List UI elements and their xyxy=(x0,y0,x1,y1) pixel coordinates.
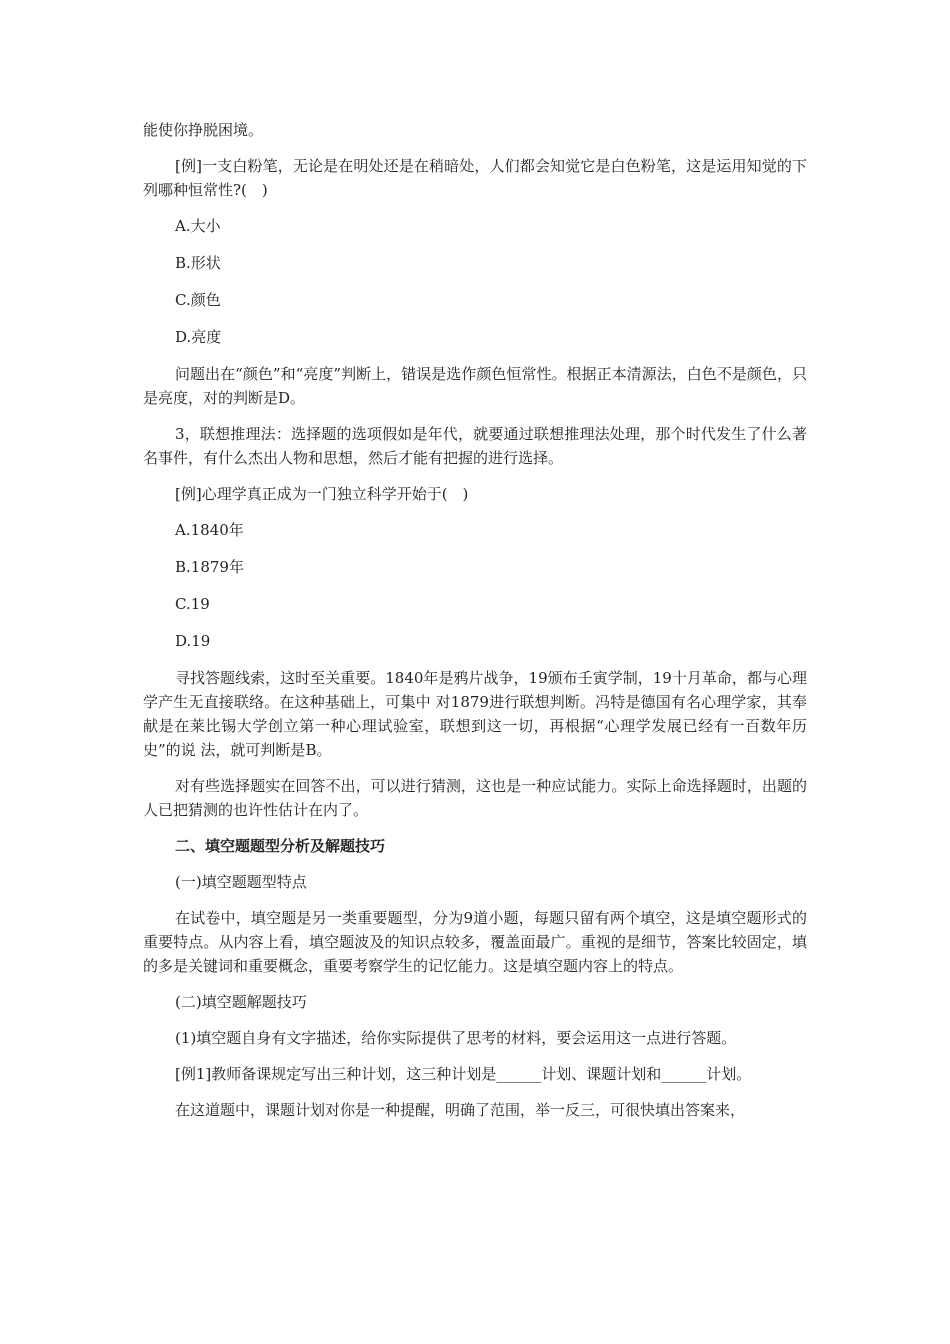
option-a: A.1840年 xyxy=(175,521,244,539)
example-question-1: [例]一支白粉笔，无论是在明处还是在稍暗处，人们都会知觉它是白色粉笔，这是运用知觉的下列哪种恒常性?( ) xyxy=(143,157,807,199)
subsection-heading-1: (一)填空题题型特点 xyxy=(175,873,307,891)
explanation-2: 寻找答题线索，这时至关重要。1840年是鸦片战争，19颁布壬寅学制，19十月革命，都与心理学产生无直接联络。在这种基础上，可集中 对1879进行联想判断。冯特是德国有名心理学家，其奉献是在莱比锡大学创立第一种心理试验室，联想到这一切，再根据“心理学发展已经有一百数年历史”的说 法，就可判断是B。 xyxy=(143,669,807,759)
option-c: C.19 xyxy=(175,595,210,613)
section-heading: 二、填空题题型分析及解题技巧 xyxy=(175,837,386,855)
guessing-paragraph: 对有些选择题实在回答不出，可以进行猜测，这也是一种应试能力。实际上命选择题时，出题的人已把猜测的也许性估计在内了。 xyxy=(143,777,807,819)
option-c: C.颜色 xyxy=(175,291,221,309)
technique-1-paragraph: (1)填空题自身有文字描述，给你实际提供了思考的材料，要会运用这一点进行答题。 xyxy=(175,1029,737,1047)
option-b: B.形状 xyxy=(175,254,221,272)
fill-blank-features-paragraph: 在试卷中，填空题是另一类重要题型，分为9道小题，每题只留有两个填空，这是填空题形式的重要特点。从内容上看，填空题波及的知识点较多，覆盖面最广。重视的是细节，答案比较固定，填的多是关键词和重要概念，重要考察学生的记忆能力。这是填空题内容上的特点。 xyxy=(143,909,807,975)
paragraph-continuation: 能使你挣脱困境。 xyxy=(143,121,264,139)
method-3-paragraph: 3，联想推理法：选择题的选项假如是年代，就要通过联想推理法处理，那个时代发生了什么著名事件，有什么杰出人物和思想，然后才能有把握的进行选择。 xyxy=(143,425,807,467)
example-question-2: [例]心理学真正成为一门独立科学开始于( ) xyxy=(175,485,469,503)
subsection-heading-2: (二)填空题解题技巧 xyxy=(175,993,307,1011)
option-d: D.19 xyxy=(175,632,211,650)
option-a: A.大小 xyxy=(175,217,221,235)
explanation-1: 问题出在“颜色”和“亮度”判断上，错误是选作颜色恒常性。根据正本清源法，白色不是颜色，只是亮度，对的判断是D。 xyxy=(143,365,807,407)
document-body xyxy=(143,118,807,1134)
option-d: D.亮度 xyxy=(175,328,222,346)
option-b: B.1879年 xyxy=(175,558,244,576)
explanation-3: 在这道题中，课题计划对你是一种提醒，明确了范围，举一反三，可很快填出答案来， xyxy=(175,1101,746,1119)
example-fill-blank-1: [例1]教师备课规定写出三种计划，这三种计划是______计划、课题计划和______计划。 xyxy=(175,1065,752,1083)
